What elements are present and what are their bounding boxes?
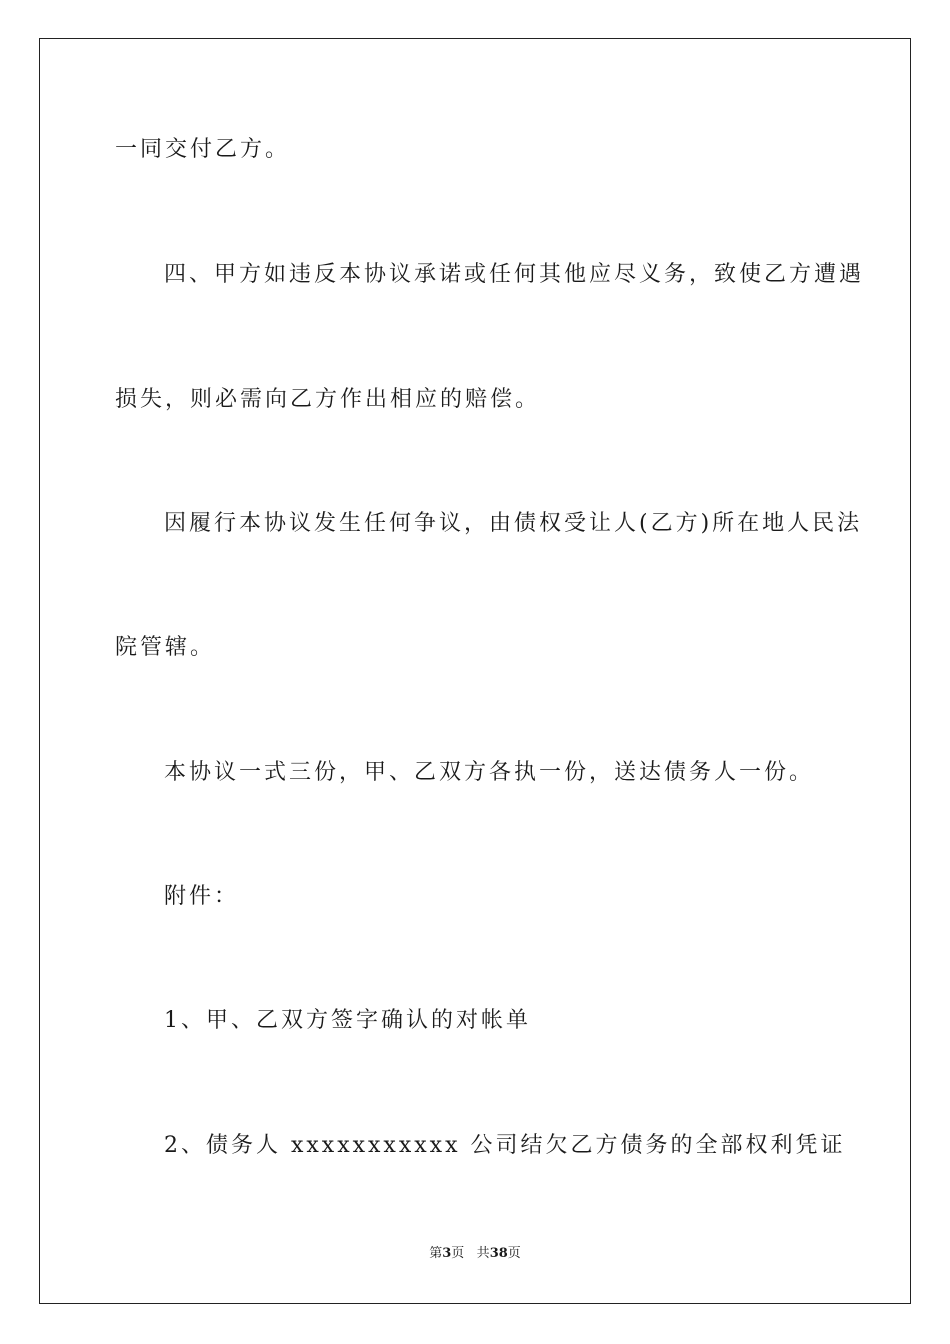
footer-page-prefix: 第 <box>429 1246 443 1261</box>
footer-total-suffix: 页 <box>507 1246 521 1261</box>
paragraph-line-5: 院管辖。 <box>115 635 216 660</box>
paragraph-line-6: 本协议一式三份，甲、乙双方各执一份，送达债务人一份。 <box>164 760 815 785</box>
footer-total-prefix: 共 <box>476 1246 490 1261</box>
footer-page-suffix: 页 <box>451 1246 465 1261</box>
page-border <box>39 38 911 1304</box>
paragraph-line-4: 因履行本协议发生任何争议，由债权受让人(乙方)所在地人民法 <box>164 511 863 536</box>
paragraph-line-1: 一同交付乙方。 <box>115 137 291 162</box>
footer-page-number: 3 <box>442 1246 452 1261</box>
paragraph-line-2: 四、甲方如违反本协议承诺或任何其他应尽义务，致使乙方遭遇 <box>164 262 865 287</box>
paragraph-line-8: 1、甲、乙双方签字确认的对帐单 <box>164 1008 531 1033</box>
page-footer <box>0 1245 950 1263</box>
paragraph-line-7: 附件： <box>164 884 240 909</box>
paragraph-line-3: 损失，则必需向乙方作出相应的赔偿。 <box>115 387 541 412</box>
paragraph-line-9: 2、债务人 xxxxxxxxxxx 公司结欠乙方债务的全部权利凭证 <box>164 1133 846 1158</box>
footer-total-pages: 38 <box>489 1246 508 1261</box>
